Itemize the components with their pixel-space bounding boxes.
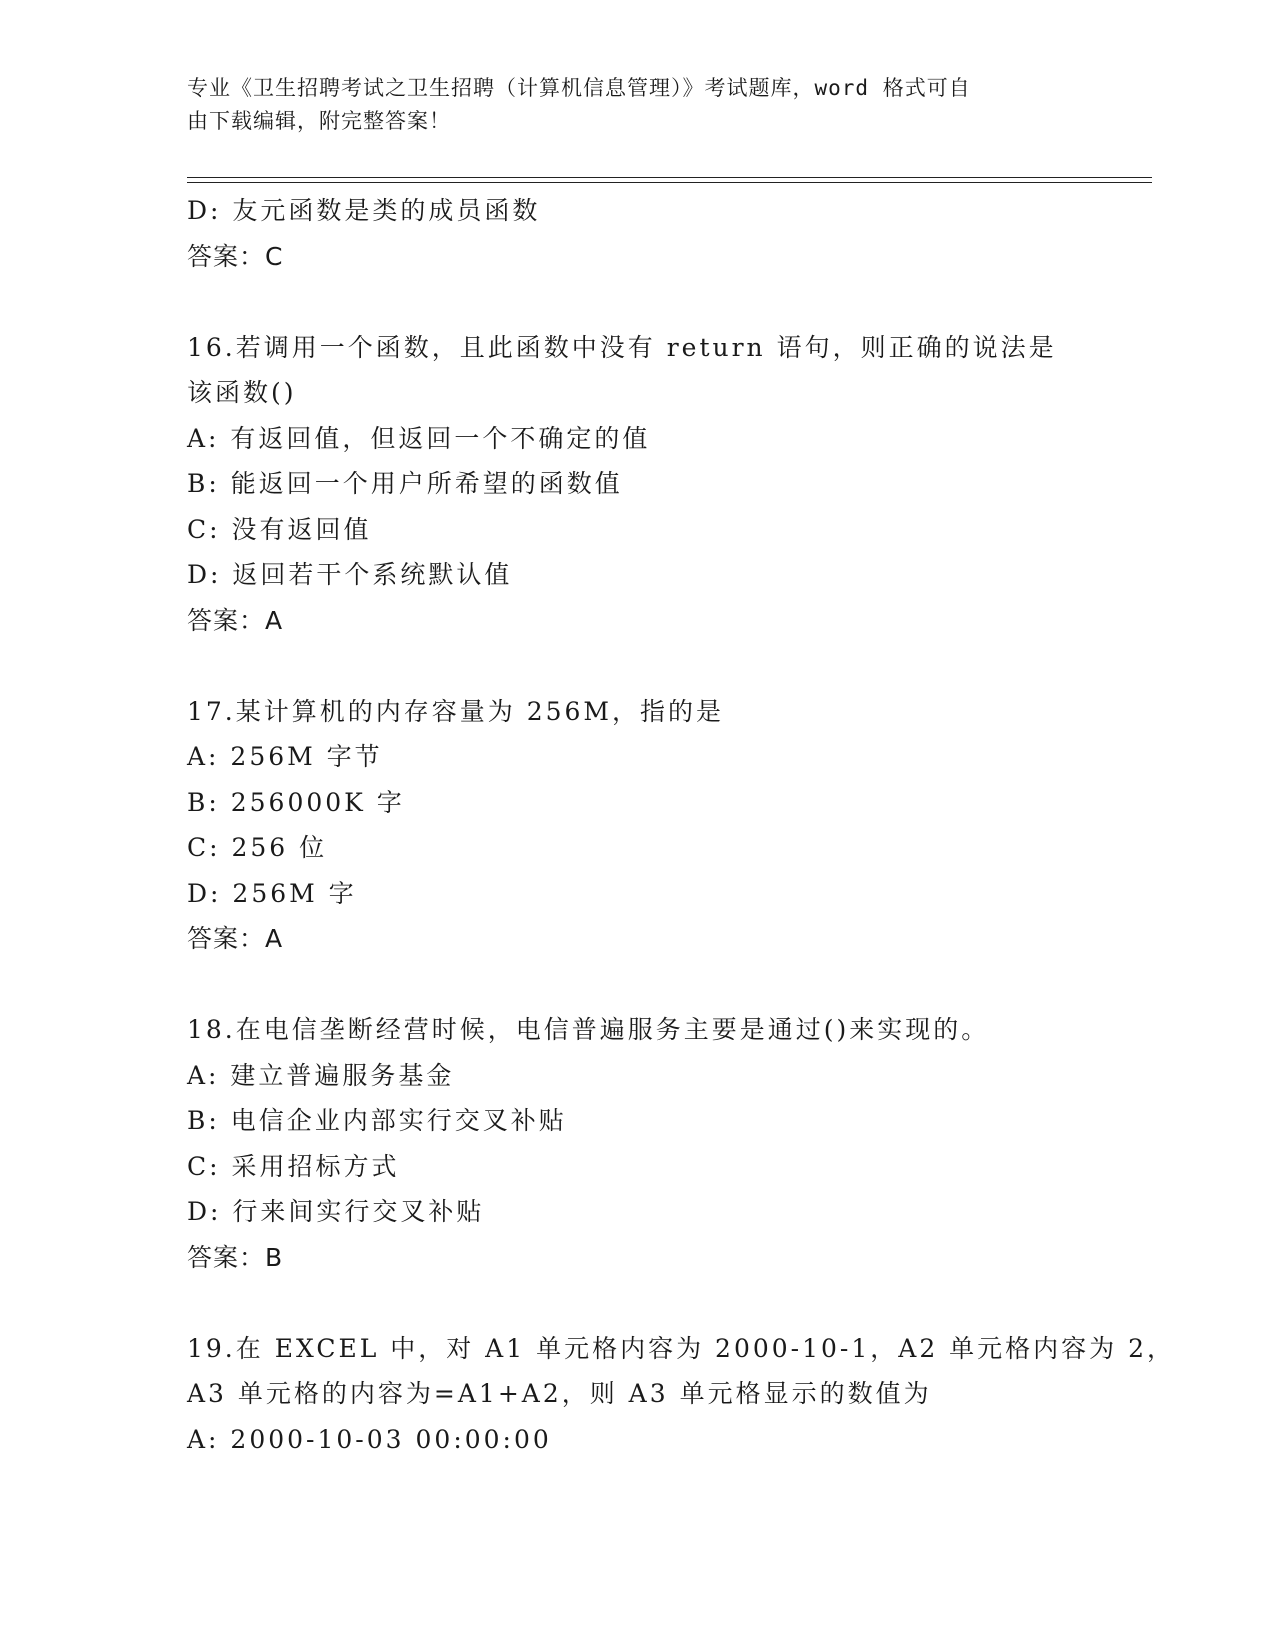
question-list [187,188,1176,1462]
answer-line: 答案：C [187,241,284,271]
question-stem: 16.若调用一个函数，且此函数中没有 return 语句，则正确的说法是 [187,332,1057,362]
option-d: D: 友元函数是类的成员函数 [187,196,541,225]
option-c: C: 256 位 [187,833,328,862]
option-d: D: 256M 字 [187,878,357,908]
question-stem: 18.在电信垄断经营时候，电信普遍服务主要是通过()来实现的。 [187,1015,990,1044]
option-c: C: 采用招标方式 [187,1151,400,1181]
option-d: D: 返回若干个系统默认值 [187,560,513,589]
option-c: C: 没有返回值 [187,514,372,544]
option-d: D: 行来间实行交叉补贴 [187,1197,485,1226]
question-stem: 19.在 EXCEL 中，对 A1 单元格内容为 2000-10-1，A2 单元格内容为 2， [187,1333,1176,1363]
question-stem: 17.某计算机的内存容量为 256M，指的是 [187,696,725,726]
header-divider-top [187,177,1152,178]
header-divider-bottom [187,182,1152,183]
answer-line: 答案：A [187,924,284,953]
header-line-1: 专业《卫生招聘考试之卫生招聘（计算机信息管理）》考试题库，word 格式可自 [187,76,971,100]
header-line-2: 由下载编辑，附完整答案！ [187,109,451,133]
question-19 [187,1326,1176,1463]
option-a: A: 256M 字节 [187,742,383,771]
option-b: B: 256000K 字 [187,787,405,817]
option-b: B: 电信企业内部实行交叉补贴 [187,1106,567,1135]
question-stem-cont: A3 单元格的内容为=A1+A2，则 A3 单元格显示的数值为 [187,1379,932,1408]
question-17 [187,689,1087,962]
option-b: B: 能返回一个用户所希望的函数值 [187,469,623,498]
question-18 [187,1007,1087,1280]
option-a: A: 建立普遍服务基金 [187,1060,455,1090]
question-16 [187,325,1087,644]
question-stem-cont: 该函数() [187,378,297,407]
answer-line: 答案：A [187,605,284,635]
answer-line: 答案：B [187,1242,284,1272]
option-a: A: 有返回值，但返回一个不确定的值 [187,423,651,453]
option-a: A: 2000-10-03 00:00:00 [187,1424,552,1454]
document-header [187,72,1067,138]
